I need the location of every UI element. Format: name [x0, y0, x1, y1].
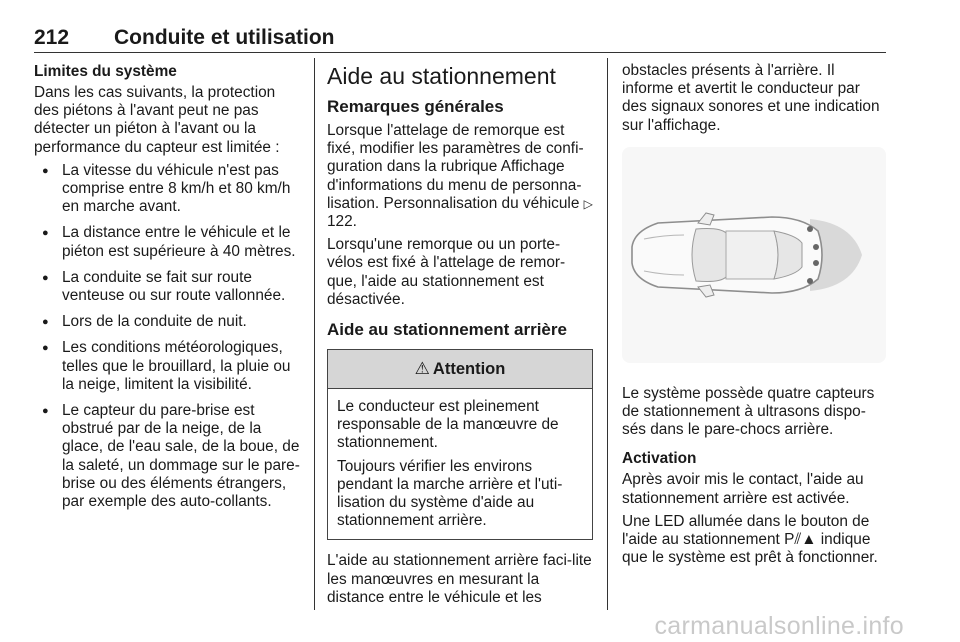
warning-title: Attention: [432, 359, 506, 378]
page-header: [34, 24, 886, 53]
paragraph-text: Une LED allumée dans le bouton de l'aide au stationnement: [622, 512, 870, 549]
watermark: carmanualsonline.info: [654, 612, 904, 640]
rear-sensor-illustration: [622, 147, 886, 363]
parking-assist-icon: P⫽▲: [784, 531, 817, 549]
list-item: ● La vitesse du véhicule n'est pas comprise entre 8 km/h et 80 km/h en marche avant.: [34, 162, 302, 217]
paragraph: Lorsqu'une remorque ou un porte-vélos est fixé à l'attelage de remor-que, l'aide au stationnement est désactivée.: [327, 236, 566, 308]
section-heading-system-limits: Limites du système: [34, 63, 177, 80]
paragraph-text: indique que le système est prêt à fonctionner.: [622, 531, 878, 567]
column-3: [622, 62, 886, 572]
column-divider: [314, 58, 315, 610]
subsection-rear-parking-assist: Aide au stationnement arrière: [327, 320, 567, 340]
list-item: ● Les conditions météorologiques, telles que le brouillard, la pluie ou la neige, limitent la visibilité.: [34, 339, 302, 394]
limits-list: [34, 162, 302, 511]
section-heading-activation: Activation: [622, 450, 697, 468]
list-item: ● Le capteur du pare-brise est obstrué par de la neige, de la glace, de l'eau sale, de la boue, de la saleté, un dommage sur le pare-brise ou des éléments étrangers, par exemple des auto-collants.: [34, 402, 302, 511]
paragraph: Après avoir mis le contact, l'aide au stationnement arrière est activée.: [622, 471, 864, 507]
page-reference: 122.: [327, 213, 357, 231]
chapter-title: Conduite et utilisation: [114, 26, 335, 49]
warning-header: [328, 350, 592, 389]
warning-triangle-icon: ⚠: [414, 359, 430, 379]
paragraph: obstacles présents à l'arrière. Il informe et avertit le conducteur par des signaux sonores et une indication sur l'affichage.: [622, 62, 880, 134]
column-divider: [607, 58, 608, 610]
section-title-parking-assist: Aide au stationnement: [327, 63, 556, 89]
paragraph: [327, 122, 593, 231]
subsection-general-remarks: Remarques générales: [327, 97, 504, 116]
list-item: ● La distance entre le véhicule et le piéton est supérieure à 40 mètres.: [34, 224, 302, 260]
intro-paragraph: Dans les cas suivants, la protection des piétons à l'avant peut ne pas détecter un piéton à l'avant ou la performance du capteur est limitée :: [34, 84, 280, 156]
list-item: ● La conduite se fait sur route venteuse ou sur route vallonnée.: [34, 269, 302, 305]
warning-box: [327, 349, 593, 540]
warning-paragraph: Le conducteur est pleinement responsable de la manœuvre de stationnement.: [337, 398, 559, 452]
column-2: [327, 62, 593, 612]
page-number: 212: [34, 26, 70, 49]
column-1: [34, 62, 302, 519]
warning-body: [328, 389, 592, 539]
paragraph-text: Lorsque l'attelage de remorque est fixé, modifier les paramètres de confi-guration dans la rubrique Affichage d'informations du menu de personna-lisation. Personnalisation du véhicule: [327, 122, 584, 212]
paragraph: Le système possède quatre capteurs de stationnement à ultrasons dispo-sés dans le pare-chocs arrière.: [622, 384, 875, 439]
list-item: ● Lors de la conduite de nuit.: [34, 313, 302, 331]
page-reference-icon: ▷: [583, 196, 593, 211]
warning-paragraph: Toujours vérifier les environs pendant la marche arrière et l'uti-lisation du système d'aide au stationnement arrière.: [337, 457, 563, 530]
paragraph: [622, 513, 886, 568]
paragraph: L'aide au stationnement arrière faci-lite les manœuvres en mesurant la distance entre le véhicule et les: [327, 552, 592, 606]
